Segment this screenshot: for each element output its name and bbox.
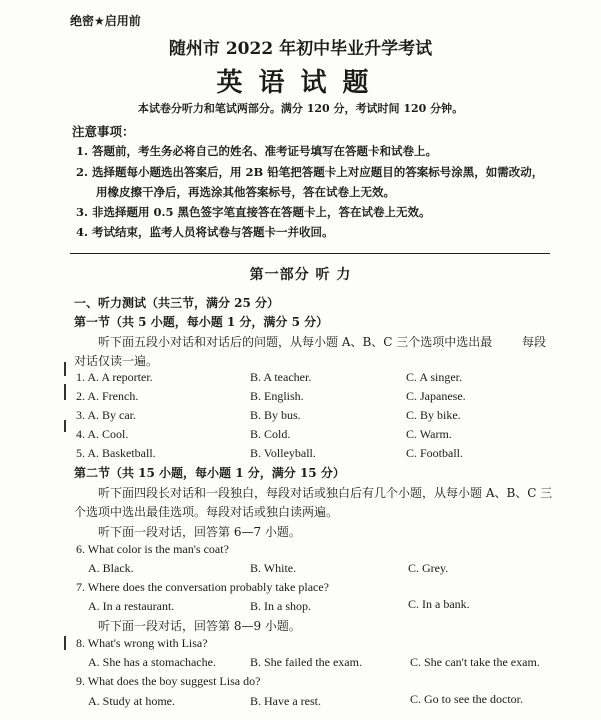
q1-option-a[interactable]: 1. A. A reporter. bbox=[76, 370, 153, 384]
notice-item-4: 4. 考试结束，监考人员将试卷与答题卡一并收回。 bbox=[76, 225, 334, 239]
q7-option-b[interactable]: B. In a shop. bbox=[250, 599, 311, 613]
q5-option-a[interactable]: 5. A. Basketball. bbox=[76, 446, 156, 460]
section1-heading: 第一节（共 5 小题，每小题 1 分，满分 5 分） bbox=[74, 315, 329, 329]
listening-section-heading: 一、听力测试（共三节，满分 25 分） bbox=[74, 296, 280, 310]
exam-info: 本试卷分听力和笔试两部分。满分 120 分，考试时间 120 分钟。 bbox=[137, 102, 464, 115]
q3-option-a[interactable]: 3. A. By car. bbox=[76, 408, 136, 422]
subject-title: 英语试题 bbox=[216, 68, 385, 98]
q8-option-b[interactable]: B. She failed the exam. bbox=[250, 655, 362, 669]
q5-option-c[interactable]: C. Football. bbox=[406, 446, 464, 460]
q9-option-a[interactable]: A. Study at home. bbox=[88, 694, 175, 708]
q6-stem: 6. What color is the man's coat? bbox=[76, 542, 229, 556]
section1-instruction-cont: 对话仅读一遍。 bbox=[74, 354, 159, 368]
lead-8-9: 听下面一段对话，回答第 8—9 小题。 bbox=[98, 619, 301, 633]
q9-option-b[interactable]: B. Have a rest. bbox=[250, 694, 321, 708]
q6-option-a[interactable]: A. Black. bbox=[88, 561, 134, 575]
notice-heading: 注意事项： bbox=[72, 124, 135, 139]
q1-option-b[interactable]: B. A teacher. bbox=[250, 370, 312, 384]
q9-stem: 9. What does the boy suggest Lisa do? bbox=[76, 674, 261, 688]
section1-instruction: 听下面五段小对话和对话后的问题，从每小题 A、B、C 三个选项中选出最 bbox=[98, 335, 493, 349]
part-title: 第一部分 听 力 bbox=[249, 267, 352, 283]
q1-option-c[interactable]: C. A singer. bbox=[406, 370, 463, 384]
q6-option-b[interactable]: B. White. bbox=[250, 561, 297, 575]
q9-option-c[interactable]: C. Go to see the doctor. bbox=[410, 692, 523, 706]
q2-option-b[interactable]: B. English. bbox=[250, 389, 304, 403]
notice-item-2: 2. 选择题每小题选出答案后，用 2B 铅笔把答题卡上对应题目的答案标号涂黑，如需改动， bbox=[76, 165, 544, 179]
q2-option-a[interactable]: 2. A. French. bbox=[76, 389, 139, 403]
q4-option-a[interactable]: 4. A. Cool. bbox=[76, 427, 129, 441]
q3-option-c[interactable]: C. By bike. bbox=[406, 408, 461, 422]
q7-option-c[interactable]: C. In a bank. bbox=[408, 597, 470, 611]
section1-instruction-tail: 每段 bbox=[522, 335, 547, 349]
q6-option-c[interactable]: C. Grey. bbox=[408, 561, 449, 575]
section2-instruction-cont: 个选项中选出最佳选项。每段对话或独白读两遍。 bbox=[74, 505, 339, 519]
exam-title: 随州市 2022 年初中毕业升学考试 bbox=[168, 39, 433, 59]
q7-stem: 7. Where does the conversation probably take place? bbox=[76, 580, 330, 594]
q2-option-c[interactable]: C. Japanese. bbox=[406, 389, 466, 403]
scan-mark bbox=[64, 420, 66, 432]
divider-rule bbox=[70, 253, 550, 254]
q4-option-c[interactable]: C. Warm. bbox=[406, 427, 452, 441]
q8-stem: 8. What's wrong with Lisa? bbox=[76, 636, 208, 650]
notice-item-1: 1. 答题前，考生务必将自己的姓名、准考证号填写在答题卡和试卷上。 bbox=[76, 144, 438, 158]
q3-option-b[interactable]: B. By bus. bbox=[250, 408, 301, 422]
section2-heading: 第二节（共 15 小题，每小题 1 分，满分 15 分） bbox=[74, 466, 345, 480]
section2-instruction: 听下面四段长对话和一段独白，每段对话或独白后有几个小题，从每小题 A、B、C 三 bbox=[98, 486, 553, 500]
lead-6-7: 听下面一段对话，回答第 6—7 小题。 bbox=[98, 525, 301, 539]
notice-item-2-cont: 用橡皮擦干净后，再选涂其他答案标号，答在试卷上无效。 bbox=[96, 185, 395, 199]
scan-mark bbox=[64, 384, 66, 400]
secret-label: 绝密★启用前 bbox=[70, 14, 141, 28]
scan-mark bbox=[64, 362, 66, 376]
q5-option-b[interactable]: B. Volleyball. bbox=[250, 446, 316, 460]
q8-option-a[interactable]: A. She has a stomachache. bbox=[88, 655, 216, 669]
q7-option-a[interactable]: A. In a restaurant. bbox=[88, 599, 175, 613]
notice-item-3: 3. 非选择题用 0.5 黑色签字笔直接答在答题卡上，答在试卷上无效。 bbox=[76, 205, 431, 219]
q8-option-c[interactable]: C. She can't take the exam. bbox=[410, 655, 540, 669]
q4-option-b[interactable]: B. Cold. bbox=[250, 427, 291, 441]
scan-mark bbox=[64, 636, 66, 650]
